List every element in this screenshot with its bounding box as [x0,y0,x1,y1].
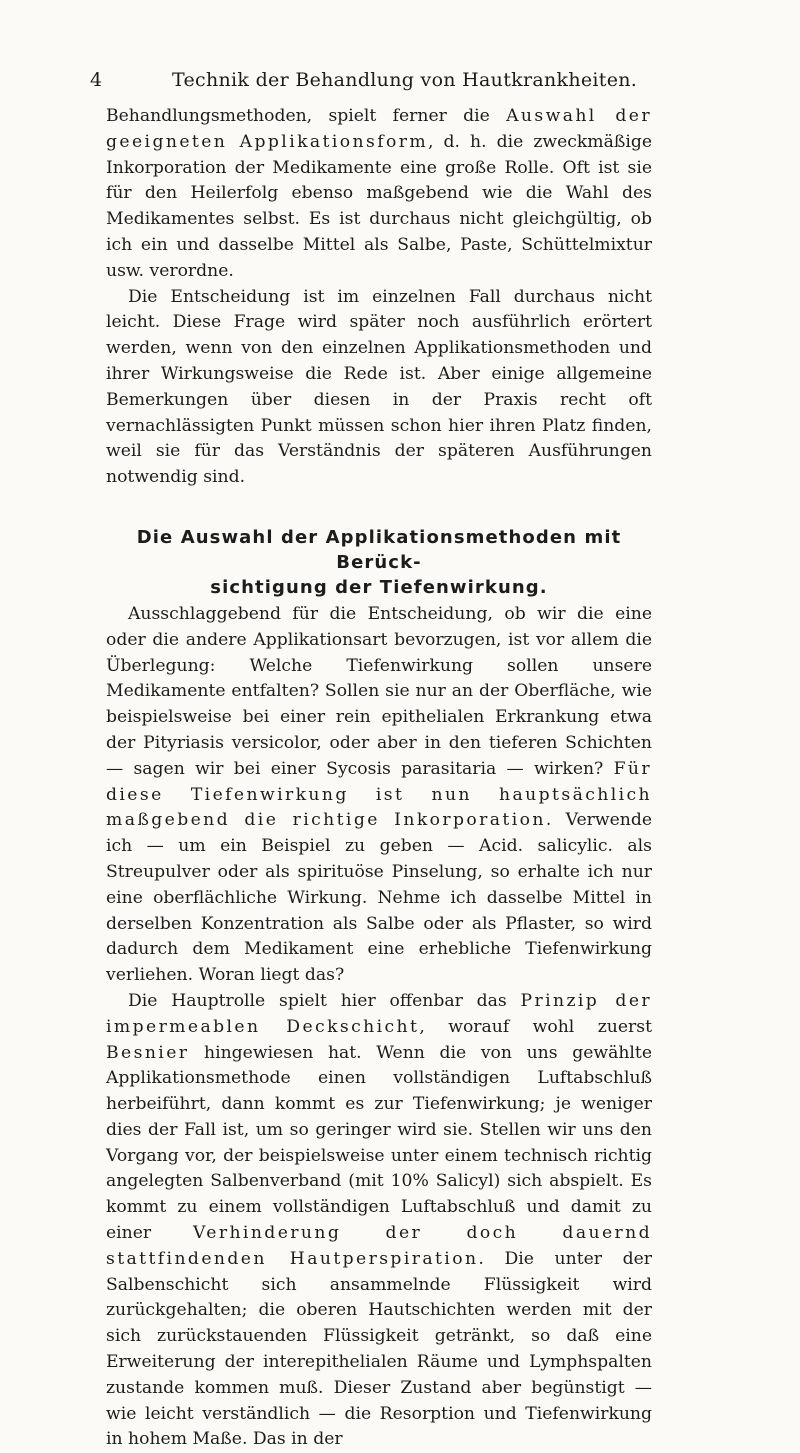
running-title: Technik der Behandlung von Hautkrankheiten. [172,69,638,91]
text-run: Ausschlaggebend für die Entscheidung, ob wir die eine oder die andere Applikationsart bevorzugen, ist vor allem die Überlegung: Welche Tiefenwirkung sollen unsere Medikamente entfalten? Sollen sie nur an der Oberfläche, wie beispielsweise bei einer rein epithelialen Erkrankung etwa der Pityriasis versicolor, oder aber in den tieferen Schichten — sagen wir bei einer Sycosis parasitaria — wirken? [106,603,652,779]
text-run: Die Hauptrolle spielt hier offenbar das [128,990,521,1011]
author-name: Besnier [106,1042,190,1063]
text-run: , d. h. die zweckmäßige Inkorporation der Medikamente eine große Rolle. Oft ist sie für den Heilerfolg ebenso maßgebend wie die Wahl des Medikamentes selbst. Es ist durchaus nicht gleichgültig, ob ich ein und dasselbe Mittel als Salbe, Paste, Schüttelmixtur usw. verordne. [106,131,652,281]
section-heading [106,525,652,600]
spaced-emphasis: Für diese Tiefenwirkung ist nun hauptsächlich maßgebend die richtige Inkorporation. [106,758,652,831]
paragraph-2: Die Entscheidung ist im einzelnen Fall durchaus nicht leicht. Diese Frage wird später noch ausführlich erörtert werden, wenn von den einzelnen Applikationsmethoden und ihrer Wirkungsweise die Rede ist. Aber einige allgemeine Bemerkungen über diesen in der Praxis recht oft vernachlässigten Punkt müssen schon hier ihren Platz finden, weil sie für das Verständnis der späteren Ausführungen notwendig sind. [106,286,652,488]
text-run: Behandlungsmethoden, spielt ferner die [106,106,507,126]
heading-line-1: Die Auswahl der Applikationsmethoden mit Berück- [136,526,622,573]
paragraph-1 [106,104,652,285]
spaced-emphasis: Auswahl der geeigneten Applikationsform [106,106,652,152]
text-run: hingewiesen hat. Wenn die von uns gewählte Applikationsmethode einen vollständigen Luftabschluß herbeiführt, dann kommt es zur Tiefenwirkung; je weniger dies der Fall ist, um so geringer wird sie. Stellen wir uns den Vorgang vor, der beispielsweise unter einem technisch richtig angelegten Salbenverband (mit 10% Salicyl) sich abspielt. Es kommt zu einem vollständigen Luftabschluß und damit zu einer [106,1042,652,1244]
paragraph-4 [106,989,652,1453]
spaced-emphasis: Verhinderung der doch dauernd stattfindenden Hautperspiration [106,1223,652,1269]
text-run: , worauf wohl zuerst [419,1016,652,1037]
page-number: 4 [90,69,103,91]
heading-line-2: sichtigung der Tiefenwirkung. [210,576,548,598]
paragraph-3 [106,602,652,989]
text-run: . Die unter der Salbenschicht sich ansammelnde Flüssigkeit wird zurückgehalten; die oberen Hautschichten werden mit der sich zurückstauenden Flüssigkeit getränkt, so daß eine Erweiterung der interepithelialen Räume und Lymphspalten zustande kommen muß. Dieser Zustand aber begünstigt — wie leicht verständlich — die Resorption und Tiefenwirkung in hohem Maße. Das in der [106,1248,652,1450]
text-run: Verwende ich — um ein Beispiel zu geben — Acid. salicylic. als Streupulver oder als spirituöse Pinselung, so erhalte ich nur eine oberflächliche Wirkung. Nehme ich dasselbe Mittel in derselben Konzentration als Salbe oder als Pflaster, so wird dadurch dem Medikament eine erhebliche Tiefenwirkung verliehen. Woran liegt das? [106,810,653,986]
spaced-emphasis: Prinzip der impermeablen Deckschicht [106,990,653,1037]
body-text [106,104,652,1453]
